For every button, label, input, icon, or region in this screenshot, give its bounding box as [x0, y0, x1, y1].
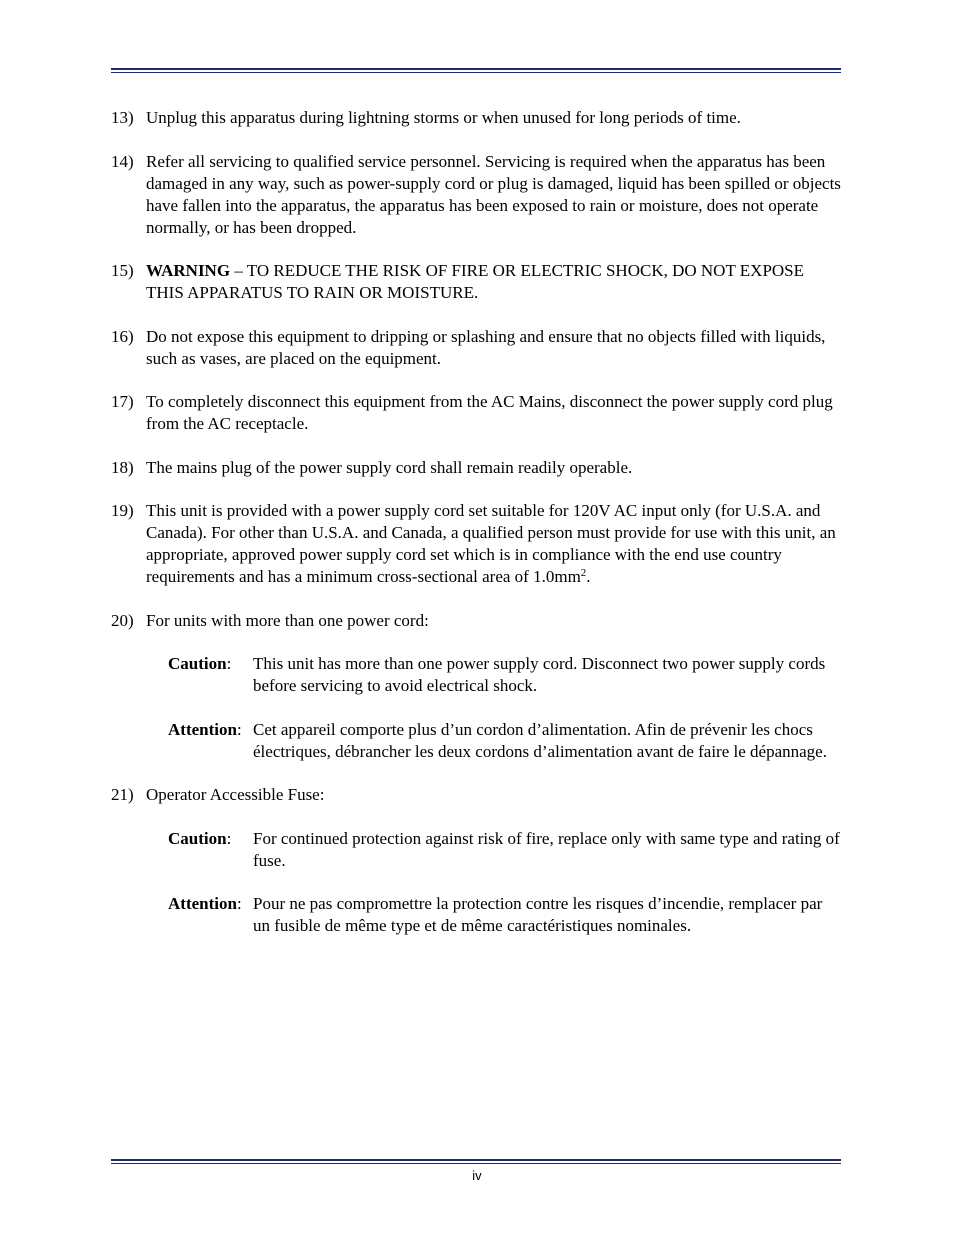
- item-text: For units with more than one power cord:: [146, 610, 429, 630]
- list-item: [111, 610, 841, 632]
- item-number: 13): [111, 108, 134, 127]
- item-text: Refer all servicing to qualified service personnel. Servicing is required when the apparatus has been damaged in any way, such as power-supply cord or plug is damaged, liquid has been spilled or objects have fallen into the apparatus, the apparatus has been exposed to rain or moisture, does not operate normally, or has been dropped.: [146, 151, 841, 237]
- list-item: [111, 391, 841, 435]
- item-text: – TO REDUCE THE RISK OF FIRE OR ELECTRIC SHOCK, DO NOT EXPOSE THIS APPARATUS TO RAIN OR MOISTURE.: [146, 261, 805, 302]
- list-item: [111, 326, 841, 370]
- list-item: [111, 151, 841, 239]
- note-label: Attention: [168, 894, 237, 913]
- page-number: iv: [472, 1168, 482, 1183]
- note-label: Caution: [168, 654, 227, 673]
- note-colon: :: [236, 894, 242, 913]
- caution-note: [111, 828, 841, 872]
- note-colon: :: [226, 828, 232, 848]
- attention-note: [111, 719, 841, 763]
- item-number: 16): [111, 326, 134, 346]
- note-text: Pour ne pas compromettre la protection contre les risques d’incendie, remplacer par un fusible de même type et de même caractéristiques nominales.: [253, 894, 823, 935]
- superscript: 2: [580, 567, 587, 579]
- note-colon: :: [236, 719, 242, 739]
- list-item: [111, 784, 841, 806]
- item-number: 21): [111, 785, 134, 804]
- item-number: 15): [111, 261, 134, 280]
- item-number: 20): [111, 610, 134, 630]
- list-item: [111, 457, 841, 479]
- item-number: 14): [111, 151, 134, 171]
- safety-instructions-list: [111, 107, 841, 959]
- footer-rule: [111, 1159, 841, 1164]
- note-text: This unit has more than one power supply cord. Disconnect two power supply cords before servicing to avoid electrical shock.: [253, 654, 826, 695]
- caution-note: [111, 653, 841, 697]
- note-text: For continued protection against risk of fire, replace only with same type and rating of fuse.: [253, 828, 840, 870]
- item-text: To completely disconnect this equipment from the AC Mains, disconnect the power supply cord plug from the AC receptacle.: [146, 392, 833, 433]
- warning-label: WARNING: [146, 261, 231, 280]
- list-item: [111, 107, 841, 129]
- note-colon: :: [226, 654, 232, 673]
- item-number: 17): [111, 392, 134, 411]
- item-number: 18): [111, 457, 134, 477]
- item-text: Unplug this apparatus during lightning storms or when unused for long periods of time.: [146, 108, 741, 127]
- note-label: Attention: [168, 719, 237, 739]
- item-text: The mains plug of the power supply cord shall remain readily operable.: [146, 457, 633, 477]
- note-text: Cet appareil comporte plus d’un cordon d’alimentation. Afin de prévenir les chocs électriques, débrancher les deux cordons d’alimentation avant de faire le dépannage.: [253, 719, 827, 761]
- item-text: This unit is provided with a power supply cord set suitable for 120V AC input only (for U.S.A. and Canada). For other than U.S.A. and Canada, a qualified person must provide for use with this unit, an appropriate, approved power supply cord set which is in compliance with the end use country requirements and has a minimum cross-sectional area of 1.0mm: [146, 501, 836, 586]
- item-number: 19): [111, 501, 134, 520]
- header-rule: [111, 68, 841, 73]
- item-text: Operator Accessible Fuse:: [146, 785, 325, 804]
- list-item: [111, 260, 841, 304]
- item-text: Do not expose this equipment to dripping or splashing and ensure that no objects filled with liquids, such as vases, are placed on the equipment.: [146, 326, 826, 368]
- item-text-tail: .: [586, 567, 591, 586]
- attention-note: [111, 893, 841, 937]
- note-label: Caution: [168, 828, 227, 848]
- list-item: [111, 500, 841, 588]
